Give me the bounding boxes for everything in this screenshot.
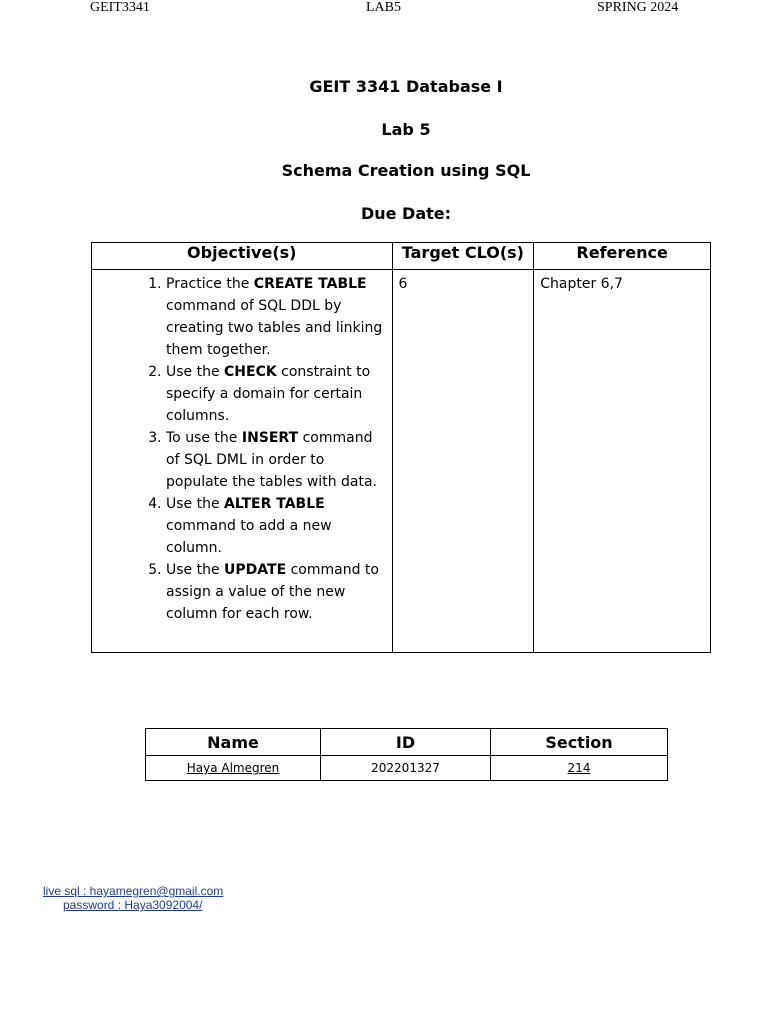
topic-title: Schema Creation using SQL xyxy=(281,161,531,180)
student-info-table xyxy=(145,728,668,781)
student-id-cell[interactable]: 202201327 xyxy=(321,756,491,781)
objective-item: 5. Use the UPDATE command to assign a value of the new column for each row. xyxy=(166,559,386,625)
password-note[interactable]: password : Haya3092004/ xyxy=(63,898,203,912)
header-course-code: GEIT3341 xyxy=(90,0,150,15)
student-name-cell[interactable] xyxy=(146,756,321,781)
reference-cell: Chapter 6,7 xyxy=(534,270,711,653)
objectives-table xyxy=(91,242,711,653)
objective-item: 4. Use the ALTER TABLE command to add a new column. xyxy=(166,493,386,559)
reference-header: Reference xyxy=(534,243,711,270)
name-header: Name xyxy=(146,729,321,756)
objective-item: 1. Practice the CREATE TABLE command of SQL DDL by creating two tables and linking them together. xyxy=(166,273,386,361)
objectives-list xyxy=(98,273,386,625)
student-name[interactable]: Haya Almegren xyxy=(186,761,280,775)
live-sql-note[interactable]: live sql : hayamegren@gmail.com xyxy=(43,884,224,898)
clo-cell: 6 xyxy=(392,270,534,653)
id-header: ID xyxy=(321,729,491,756)
header-lab: LAB5 xyxy=(366,0,401,15)
section-cell[interactable] xyxy=(491,756,668,781)
objectives-header: Objective(s) xyxy=(92,243,393,270)
objective-item: 2. Use the CHECK constraint to specify a domain for certain columns. xyxy=(166,361,386,427)
course-title: GEIT 3341 Database I xyxy=(309,77,503,96)
clo-header: Target CLO(s) xyxy=(392,243,534,270)
lab-title: Lab 5 xyxy=(381,120,431,139)
section-value[interactable]: 214 xyxy=(567,761,591,775)
objective-item: 3. To use the INSERT command of SQL DML in order to populate the tables with data. xyxy=(166,427,386,493)
objectives-cell xyxy=(92,270,393,653)
due-date-label: Due Date: xyxy=(360,204,452,223)
section-header: Section xyxy=(491,729,668,756)
header-semester: SPRING 2024 xyxy=(597,0,679,15)
